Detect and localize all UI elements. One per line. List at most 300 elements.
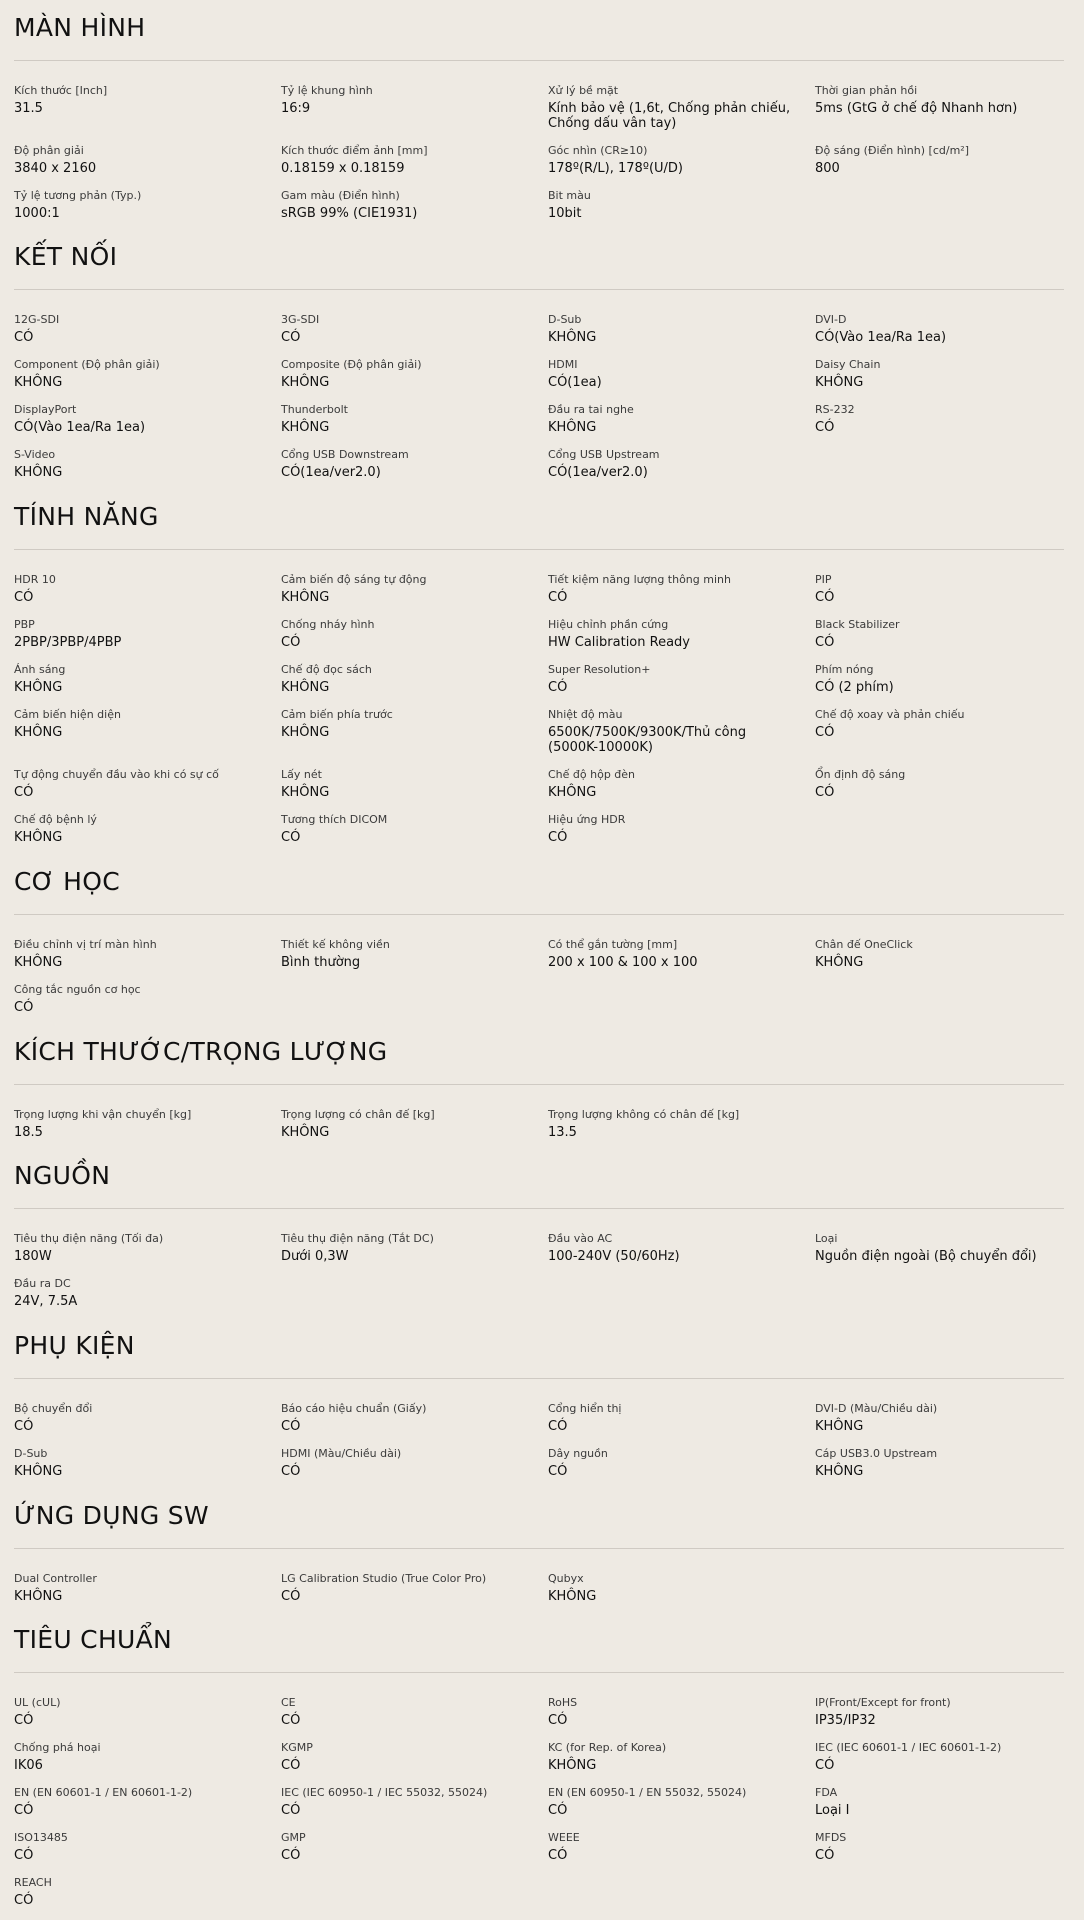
spec-label: GMP [281,1831,306,1844]
spec-item [281,1446,531,1479]
spec-label: Dual Controller [14,1572,97,1585]
section-divider [14,60,1064,61]
spec-label: Chế độ hộp đèn [548,768,636,781]
spec-label: D-Sub [548,313,582,326]
spec-label: Trọng lượng không có chân đế [kg] [548,1108,740,1121]
spec-value: KHÔNG [815,955,864,970]
spec-item [14,572,264,605]
spec-value: KHÔNG [14,375,63,390]
spec-label: Bit màu [548,189,591,202]
spec-value: 2PBP/3PBP/4PBP [14,635,122,650]
spec-value: Dưới 0,3W [281,1249,349,1264]
spec-section [14,10,1064,233]
spec-value: KHÔNG [815,375,864,390]
spec-label: Component (Độ phân giải) [14,358,160,371]
spec-label: EN (EN 60601-1 / EN 60601-1-2) [14,1786,193,1799]
spec-item [281,188,531,221]
spec-value: 180W [14,1249,52,1264]
spec-item [14,1107,264,1140]
spec-item [548,312,798,345]
spec-value: KHÔNG [14,1464,63,1479]
spec-value: CÓ [281,1713,301,1728]
spec-item [548,83,798,131]
spec-row [14,143,1064,188]
spec-label: Hiệu ứng HDR [548,813,626,826]
spec-item [548,1785,798,1818]
spec-label: Tỷ lệ tương phản (Typ.) [14,189,142,202]
spec-item [14,982,264,1015]
spec-item [548,1446,798,1479]
spec-label: Kích thước [Inch] [14,84,108,97]
spec-item [815,662,1065,695]
spec-label: ISO13485 [14,1831,68,1844]
spec-item [14,312,264,345]
spec-item [14,357,264,390]
spec-label: IEC (IEC 60950-1 / IEC 55032, 55024) [281,1786,488,1799]
spec-label: Thunderbolt [281,403,348,416]
spec-value: KHÔNG [548,1589,597,1604]
spec-value: CÓ [14,1713,34,1728]
spec-row [14,83,1064,143]
spec-value: CÓ(1ea/ver2.0) [548,465,648,480]
section-title: NGUỒN [14,1161,111,1190]
spec-row [14,1740,1064,1785]
spec-value: CÓ (2 phím) [815,680,894,695]
spec-item [281,767,531,800]
spec-label: EN (EN 60950-1 / EN 55032, 55024) [548,1786,747,1799]
spec-value: 13.5 [548,1125,577,1140]
spec-label: Chân đế OneClick [815,938,913,951]
spec-row [14,937,1064,982]
section-title: TIÊU CHUẨN [14,1625,173,1654]
spec-item [815,617,1065,650]
spec-value: CÓ [14,785,34,800]
spec-item [548,1571,798,1604]
spec-value: CÓ [281,635,301,650]
spec-value: KHÔNG [815,1419,864,1434]
spec-value: KHÔNG [281,590,330,605]
section-title: CƠ HỌC [14,867,120,896]
spec-value: CÓ [548,830,568,845]
spec-label: HDR 10 [14,573,56,586]
spec-value: Loại I [815,1803,850,1818]
spec-value: 1000:1 [14,206,60,221]
spec-item [281,1571,531,1604]
spec-item [281,812,531,845]
spec-value: CÓ [281,1589,301,1604]
spec-label: WEEE [548,1831,580,1844]
spec-row [14,188,1064,233]
spec-label: REACH [14,1876,52,1889]
spec-grid [14,1571,1064,1616]
spec-value: CÓ [815,590,835,605]
spec-item [14,188,264,221]
section-divider [14,914,1064,915]
spec-item [548,1107,798,1140]
spec-item [14,1785,264,1818]
spec-row [14,402,1064,447]
spec-value: CÓ [548,1419,568,1434]
spec-item [14,617,264,650]
spec-label: Chế độ xoay và phản chiếu [815,708,965,721]
spec-label: Daisy Chain [815,358,881,371]
spec-row [14,617,1064,662]
spec-label: Bộ chuyển đổi [14,1402,93,1415]
spec-item [548,937,798,970]
spec-label: Trọng lượng khi vận chuyển [kg] [14,1108,192,1121]
spec-row [14,812,1064,857]
spec-row [14,1875,1064,1920]
spec-label: Chế độ đọc sách [281,663,372,676]
spec-value: KHÔNG [281,1125,330,1140]
spec-label: Đầu ra tai nghe [548,403,634,416]
section-divider [14,1548,1064,1549]
spec-label: 3G-SDI [281,313,320,326]
spec-label: Composite (Độ phân giải) [281,358,422,371]
section-title: MÀN HÌNH [14,13,146,42]
spec-item [815,1830,1065,1863]
spec-row [14,662,1064,707]
spec-label: IEC (IEC 60601-1 / IEC 60601-1-2) [815,1741,1002,1754]
spec-item [14,1875,264,1908]
section-title: KÍCH THƯỚC/TRỌNG LƯỢNG [14,1037,388,1066]
spec-value: CÓ [815,1758,835,1773]
spec-label: PIP [815,573,832,586]
spec-item [548,707,798,755]
spec-value: CÓ [281,1758,301,1773]
spec-row [14,1830,1064,1875]
section-title: KẾT NỐI [14,242,118,271]
spec-label: HDMI [548,358,578,371]
spec-label: MFDS [815,1831,847,1844]
spec-label: KGMP [281,1741,313,1754]
spec-value: CÓ [14,1803,34,1818]
spec-item [815,1695,1065,1728]
spec-value: CÓ [281,1848,301,1863]
spec-item [281,357,531,390]
spec-item [281,83,531,116]
spec-label: Cảm biến hiện diện [14,708,121,721]
spec-value: KHÔNG [548,785,597,800]
spec-label: Góc nhìn (CR≥10) [548,144,648,157]
spec-label: Qubyx [548,1572,584,1585]
spec-item [14,1695,264,1728]
spec-label: Phím nóng [815,663,874,676]
spec-item [815,83,1065,116]
spec-value: CÓ [281,830,301,845]
spec-value: KHÔNG [14,1589,63,1604]
spec-label: Cổng hiển thị [548,1402,622,1415]
spec-value: 3840 x 2160 [14,161,97,176]
spec-label: Cổng USB Downstream [281,448,409,461]
spec-label: Gam màu (Điển hình) [281,189,400,202]
spec-item [281,402,531,435]
spec-value: CÓ(Vào 1ea/Ra 1ea) [815,330,947,345]
spec-value: CÓ [14,590,34,605]
section-divider [14,289,1064,290]
spec-row [14,1231,1064,1276]
spec-value: IK06 [14,1758,43,1773]
section-divider [14,1378,1064,1379]
spec-value: HW Calibration Ready [548,635,690,650]
spec-value: KHÔNG [14,955,63,970]
spec-value: CÓ [548,1713,568,1728]
spec-label: Có thể gắn tường [mm] [548,938,678,951]
spec-item [281,312,531,345]
section-divider [14,1208,1064,1209]
spec-label: Độ sáng (Điển hình) [cd/m²] [815,144,969,157]
spec-item [815,402,1065,435]
spec-section [14,1498,1064,1616]
spec-item [815,767,1065,800]
spec-item [548,617,798,650]
spec-item [281,1107,531,1140]
spec-value: CÓ(Vào 1ea/Ra 1ea) [14,420,146,435]
spec-label: IP(Front/Except for front) [815,1696,951,1709]
spec-item [281,1785,531,1818]
spec-label: Black Stabilizer [815,618,900,631]
spec-item [14,447,264,480]
spec-grid [14,1695,1064,1920]
spec-item [14,812,264,845]
spec-value: Nguồn điện ngoài (Bộ chuyển đổi) [815,1249,1037,1264]
spec-row [14,1571,1064,1616]
section-title: PHỤ KIỆN [14,1331,135,1360]
spec-label: DVI-D [815,313,847,326]
spec-value: 18.5 [14,1125,43,1140]
spec-item [14,662,264,695]
section-divider [14,549,1064,550]
spec-label: Cảm biến phía trước [281,708,393,721]
spec-item [815,707,1065,740]
spec-item [281,1401,531,1434]
spec-value: CÓ [815,785,835,800]
spec-label: D-Sub [14,1447,48,1460]
spec-label: DisplayPort [14,403,77,416]
spec-label: CE [281,1696,296,1709]
spec-item [281,143,531,176]
spec-label: Tiết kiệm năng lượng thông minh [548,573,731,586]
spec-row [14,1401,1064,1446]
spec-value: 10bit [548,206,582,221]
spec-value: CÓ(1ea/ver2.0) [281,465,381,480]
spec-value: CÓ [14,1419,34,1434]
spec-item [281,617,531,650]
spec-label: Cổng USB Upstream [548,448,660,461]
spec-item [548,812,798,845]
spec-label: Ổn định độ sáng [815,768,906,781]
spec-item [815,572,1065,605]
spec-section [14,1158,1064,1321]
section-title: ỨNG DỤNG SW [14,1501,209,1530]
spec-label: Tương thích DICOM [281,813,388,826]
spec-grid [14,1231,1064,1321]
spec-value: 100-240V (50/60Hz) [548,1249,680,1264]
spec-grid [14,312,1064,492]
spec-value: KHÔNG [281,725,330,740]
spec-grid [14,1107,1064,1152]
spec-item [548,1401,798,1434]
section-divider [14,1672,1064,1673]
spec-value: Bình thường [281,955,361,970]
spec-value: CÓ [14,1893,34,1908]
spec-row [14,1276,1064,1321]
spec-item [815,357,1065,390]
spec-row [14,447,1064,492]
spec-row [14,1107,1064,1152]
spec-label: Đầu ra DC [14,1277,71,1290]
spec-row [14,572,1064,617]
spec-value: IP35/IP32 [815,1713,876,1728]
spec-label: Ánh sáng [14,663,66,676]
spec-item [548,1695,798,1728]
spec-item [281,1231,531,1264]
spec-label: Đầu vào AC [548,1232,613,1245]
spec-label: Thời gian phản hồi [815,84,918,97]
spec-item [14,1571,264,1604]
spec-item [14,402,264,435]
spec-item [815,1740,1065,1773]
spec-value: 31.5 [14,101,43,116]
spec-label: Hiệu chỉnh phần cứng [548,618,669,631]
spec-label: PBP [14,618,35,631]
spec-item [14,83,264,116]
spec-item [281,662,531,695]
spec-value: KHÔNG [281,785,330,800]
spec-item [14,1446,264,1479]
spec-value: CÓ [548,1848,568,1863]
spec-row [14,1785,1064,1830]
spec-label: 12G-SDI [14,313,60,326]
spec-item [14,1830,264,1863]
spec-row [14,1446,1064,1491]
spec-value: Kính bảo vệ (1,6t, Chống phản chiếu, Chống dấu vân tay) [548,101,791,131]
spec-label: Tự động chuyển đầu vào khi có sự cố [14,768,219,781]
spec-item [14,937,264,970]
spec-value: CÓ [14,1848,34,1863]
spec-value: CÓ [815,420,835,435]
spec-grid [14,1401,1064,1491]
spec-label: UL (cUL) [14,1696,61,1709]
spec-item [548,767,798,800]
spec-row [14,357,1064,402]
spec-section [14,1622,1064,1920]
spec-label: Thiết kế không viền [281,938,390,951]
spec-section [14,239,1064,492]
spec-grid [14,572,1064,857]
spec-item [14,1231,264,1264]
spec-value: KHÔNG [14,830,63,845]
spec-label: Công tắc nguồn cơ học [14,983,141,996]
spec-value: CÓ [14,1000,34,1015]
spec-value: CÓ [815,1848,835,1863]
spec-label: Loại [815,1232,838,1245]
spec-value: KHÔNG [281,420,330,435]
spec-value: KHÔNG [14,465,63,480]
spec-value: CÓ [548,590,568,605]
spec-item [281,1740,531,1773]
spec-item [548,662,798,695]
spec-label: Độ phân giải [14,144,84,157]
spec-label: S-Video [14,448,56,461]
spec-item [281,1695,531,1728]
spec-item [281,572,531,605]
spec-value: 178º(R/L), 178º(U/D) [548,161,683,176]
spec-item [548,1231,798,1264]
spec-label: Cáp USB3.0 Upstream [815,1447,938,1460]
spec-label: Chống nháy hình [281,618,375,631]
spec-label: Tiêu thụ điện năng (Tối đa) [14,1232,164,1245]
spec-item [548,572,798,605]
spec-value: CÓ [815,635,835,650]
spec-label: Điều chỉnh vị trí màn hình [14,938,157,951]
spec-item [548,143,798,176]
spec-item [281,447,531,480]
spec-item [548,357,798,390]
spec-value: KHÔNG [548,330,597,345]
spec-item [14,1740,264,1773]
spec-value: 800 [815,161,840,176]
spec-section [14,499,1064,857]
spec-row [14,767,1064,812]
spec-value: CÓ(1ea) [548,375,602,390]
spec-value: KHÔNG [14,725,63,740]
spec-item [548,188,798,221]
spec-value: 200 x 100 & 100 x 100 [548,955,698,970]
spec-label: Kích thước điểm ảnh [mm] [281,144,428,157]
spec-item [281,707,531,740]
spec-label: DVI-D (Màu/Chiều dài) [815,1402,938,1415]
spec-value: CÓ [281,1464,301,1479]
spec-label: Tỷ lệ khung hình [281,84,373,97]
spec-value: KHÔNG [548,1758,597,1773]
spec-item [14,143,264,176]
spec-label: Chống phá hoại [14,1741,101,1754]
spec-label: Trọng lượng có chân đế [kg] [281,1108,435,1121]
spec-item [281,1830,531,1863]
spec-value: KHÔNG [14,680,63,695]
spec-value: KHÔNG [281,375,330,390]
spec-label: Nhiệt độ màu [548,708,623,721]
section-title: TÍNH NĂNG [14,502,159,531]
spec-value: CÓ [815,725,835,740]
section-divider [14,1084,1064,1085]
spec-value: CÓ [548,1803,568,1818]
spec-value: KHÔNG [548,420,597,435]
spec-item [815,1401,1065,1434]
spec-item [548,447,798,480]
spec-label: FDA [815,1786,838,1799]
spec-value: KHÔNG [815,1464,864,1479]
spec-label: Lấy nét [281,768,322,781]
spec-value: CÓ [281,1419,301,1434]
spec-label: Xử lý bề mặt [548,84,619,97]
spec-label: Báo cáo hiệu chuẩn (Giấy) [281,1402,427,1415]
spec-section [14,1034,1064,1152]
spec-item [815,312,1065,345]
spec-row [14,312,1064,357]
spec-value: sRGB 99% (CIE1931) [281,206,418,221]
spec-grid [14,937,1064,1027]
spec-label: RS-232 [815,403,855,416]
spec-item [815,1785,1065,1818]
spec-row [14,707,1064,767]
spec-label: KC (for Rep. of Korea) [548,1741,667,1754]
spec-value: KHÔNG [281,680,330,695]
spec-item [815,937,1065,970]
spec-label: RoHS [548,1696,578,1709]
spec-value: CÓ [14,330,34,345]
